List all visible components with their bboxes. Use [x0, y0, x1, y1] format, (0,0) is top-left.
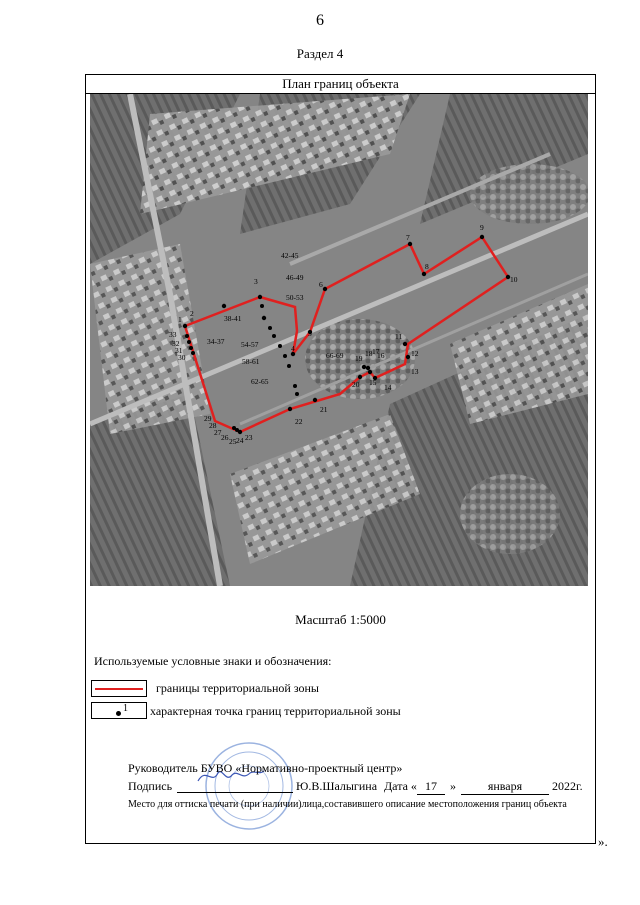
map-label: 10 [510, 275, 518, 284]
map-label: 14 [384, 383, 392, 392]
map-label: 27 [214, 428, 222, 437]
date-day: 17 [417, 779, 445, 795]
map-scale: Масштаб 1:5000 [295, 612, 386, 627]
map-label: 38-41 [224, 314, 242, 323]
section-title: Раздел 4 [296, 46, 344, 61]
map-label: 16 [377, 351, 385, 360]
sign-label: Подпись [128, 779, 173, 793]
map-label: 8 [425, 262, 429, 271]
legend-point-symbol [91, 702, 147, 719]
map-label: 42-45 [281, 251, 299, 260]
map-label: 17 [372, 347, 380, 356]
map-label: 23 [245, 433, 253, 442]
map-label: 2 [190, 309, 194, 318]
map-svg [90, 94, 588, 586]
map-label: 50-53 [286, 293, 304, 302]
map-label: 32 [172, 339, 180, 348]
date-quote-close: » [450, 779, 456, 793]
map-label: 34-37 [207, 337, 225, 346]
plan-title: План границ объекта [85, 74, 596, 94]
map-label: 15 [369, 378, 377, 387]
map-label: 24 [236, 436, 244, 445]
map-label: 54-57 [241, 340, 259, 349]
signature-line [177, 792, 293, 793]
map-label: 20 [352, 380, 360, 389]
map-label: 26 [221, 433, 229, 442]
map-label: 3 [254, 277, 258, 286]
head-label: Руководитель БУВО «Нормативно-проектный центр» [128, 761, 403, 775]
legend-point-label: характерная точка границ территориальной зоны [150, 704, 401, 718]
map-label: 25 [229, 437, 237, 446]
point-dot-icon [116, 711, 121, 716]
legend-boundary-symbol [91, 680, 147, 697]
aerial-map [90, 94, 588, 586]
map-label: 22 [295, 417, 303, 426]
map-label: 30 [178, 353, 186, 362]
map-label: 1 [178, 315, 182, 324]
date-year: 2022г. [552, 779, 583, 793]
map-label: 6 [319, 280, 323, 289]
map-label: 31 [175, 346, 183, 355]
map-label: 29 [204, 414, 212, 423]
red-line-symbol [95, 688, 143, 690]
legend-heading: Используемые условные знаки и обозначения: [94, 654, 332, 668]
map-label: 12 [411, 349, 419, 358]
map-label: 13 [411, 367, 419, 376]
legend-point-number: 1 [123, 703, 128, 714]
map-label: 9 [480, 223, 484, 232]
map-label: 4 [291, 344, 295, 353]
map-label: 46-49 [286, 273, 304, 282]
signer-name: Ю.В.Шалыгина [296, 779, 378, 793]
date-month: января [461, 779, 549, 795]
map-label: 18 [365, 349, 373, 358]
map-label: 58-61 [242, 357, 260, 366]
map-label: 7 [406, 233, 410, 242]
map-label: 11 [395, 332, 403, 341]
map-label: 33 [169, 330, 177, 339]
map-label: 28 [209, 421, 217, 430]
page-number: 6 [316, 12, 324, 29]
closing-mark: ». [598, 834, 608, 849]
stamp-note: Место для оттиска печати (при наличии)лица,составившего описание местоположения границ объекта [128, 799, 567, 810]
map-label: 5 [308, 329, 312, 338]
date-label: Дата « [384, 779, 417, 793]
map-label: 21 [320, 405, 328, 414]
map-label: 66-69 [326, 351, 344, 360]
legend-boundary-label: границы территориальной зоны [156, 681, 319, 695]
map-label: 62-65 [251, 377, 269, 386]
map-label: 19 [355, 354, 363, 363]
